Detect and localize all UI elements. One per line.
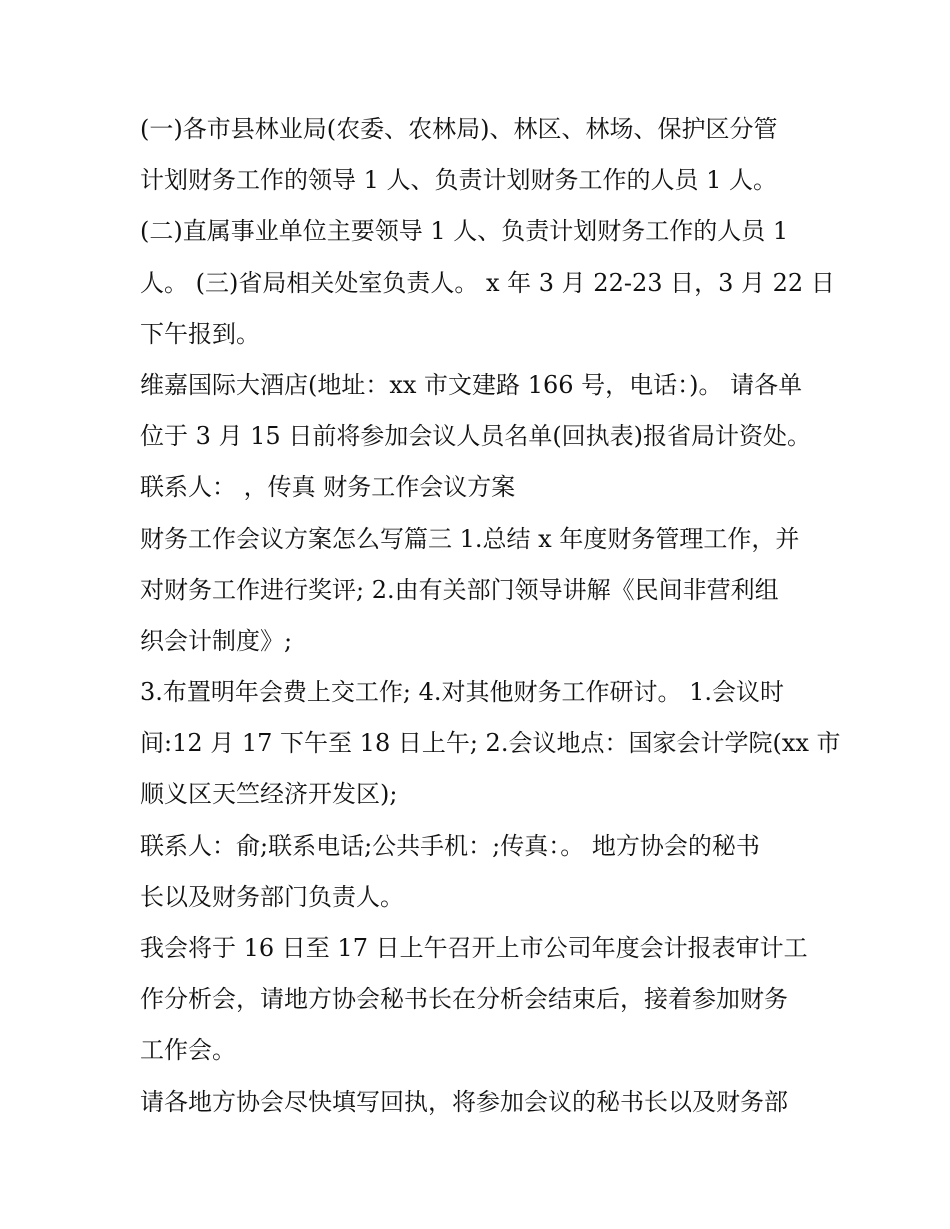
text-line: 人。 (三)省局相关处室负责人。 x 年 3 月 22-23 日，3 月 22 日 — [140, 268, 835, 297]
text-line: 下午报到。 — [140, 319, 260, 348]
text-line: (二)直属事业单位主要领导 1 人、负责计划财务工作的人员 1 — [140, 217, 789, 246]
text-line: 对财务工作进行奖评; 2.由有关部门领导讲解《民间非营利组 — [140, 575, 779, 604]
text-line: 工作会。 — [140, 1036, 236, 1065]
text-line: 间:12 月 17 下午至 18 日上午; 2.会议地点：国家会计学院(xx 市 — [140, 729, 841, 758]
text-line: 3.布置明年会费上交工作; 4.对其他财务工作研讨。 1.会议时 — [140, 678, 785, 707]
text-line: 请各地方协会尽快填写回执，将参加会议的秘书长以及财务部 — [140, 1087, 788, 1116]
text-line: 计划财务工作的领导 1 人、负责计划财务工作的人员 1 人。 — [140, 166, 778, 195]
document-body — [140, 104, 841, 1128]
text-line: 顺义区天竺经济开发区); — [140, 780, 398, 809]
text-line: 维嘉国际大酒店(地址：xx 市文建路 166 号，电话：)。 请各单 — [140, 370, 803, 399]
text-line: 财务工作会议方案怎么写篇三 1.总结 x 年度财务管理工作，并 — [140, 524, 800, 553]
text-line: 位于 3 月 15 日前将参加会议人员名单(回执表)报省局计资处。 — [140, 422, 812, 451]
text-line: (一)各市县林业局(农委、农林局)、林区、林场、保护区分管 — [140, 115, 778, 143]
text-line: 作分析会，请地方协会秘书长在分析会结束后，接着参加财务 — [140, 985, 788, 1014]
text-line: 联系人： ，传真 财务工作会议方案 — [140, 473, 516, 502]
text-line: 我会将于 16 日至 17 日上午召开上市公司年度会计报表审计工 — [140, 934, 808, 962]
text-line: 长以及财务部门负责人。 — [140, 882, 404, 911]
text-line: 织会计制度》; — [140, 626, 293, 655]
text-line: 联系人：俞;联系电话;公共手机：;传真：。 地方协会的秘书 — [140, 831, 760, 860]
